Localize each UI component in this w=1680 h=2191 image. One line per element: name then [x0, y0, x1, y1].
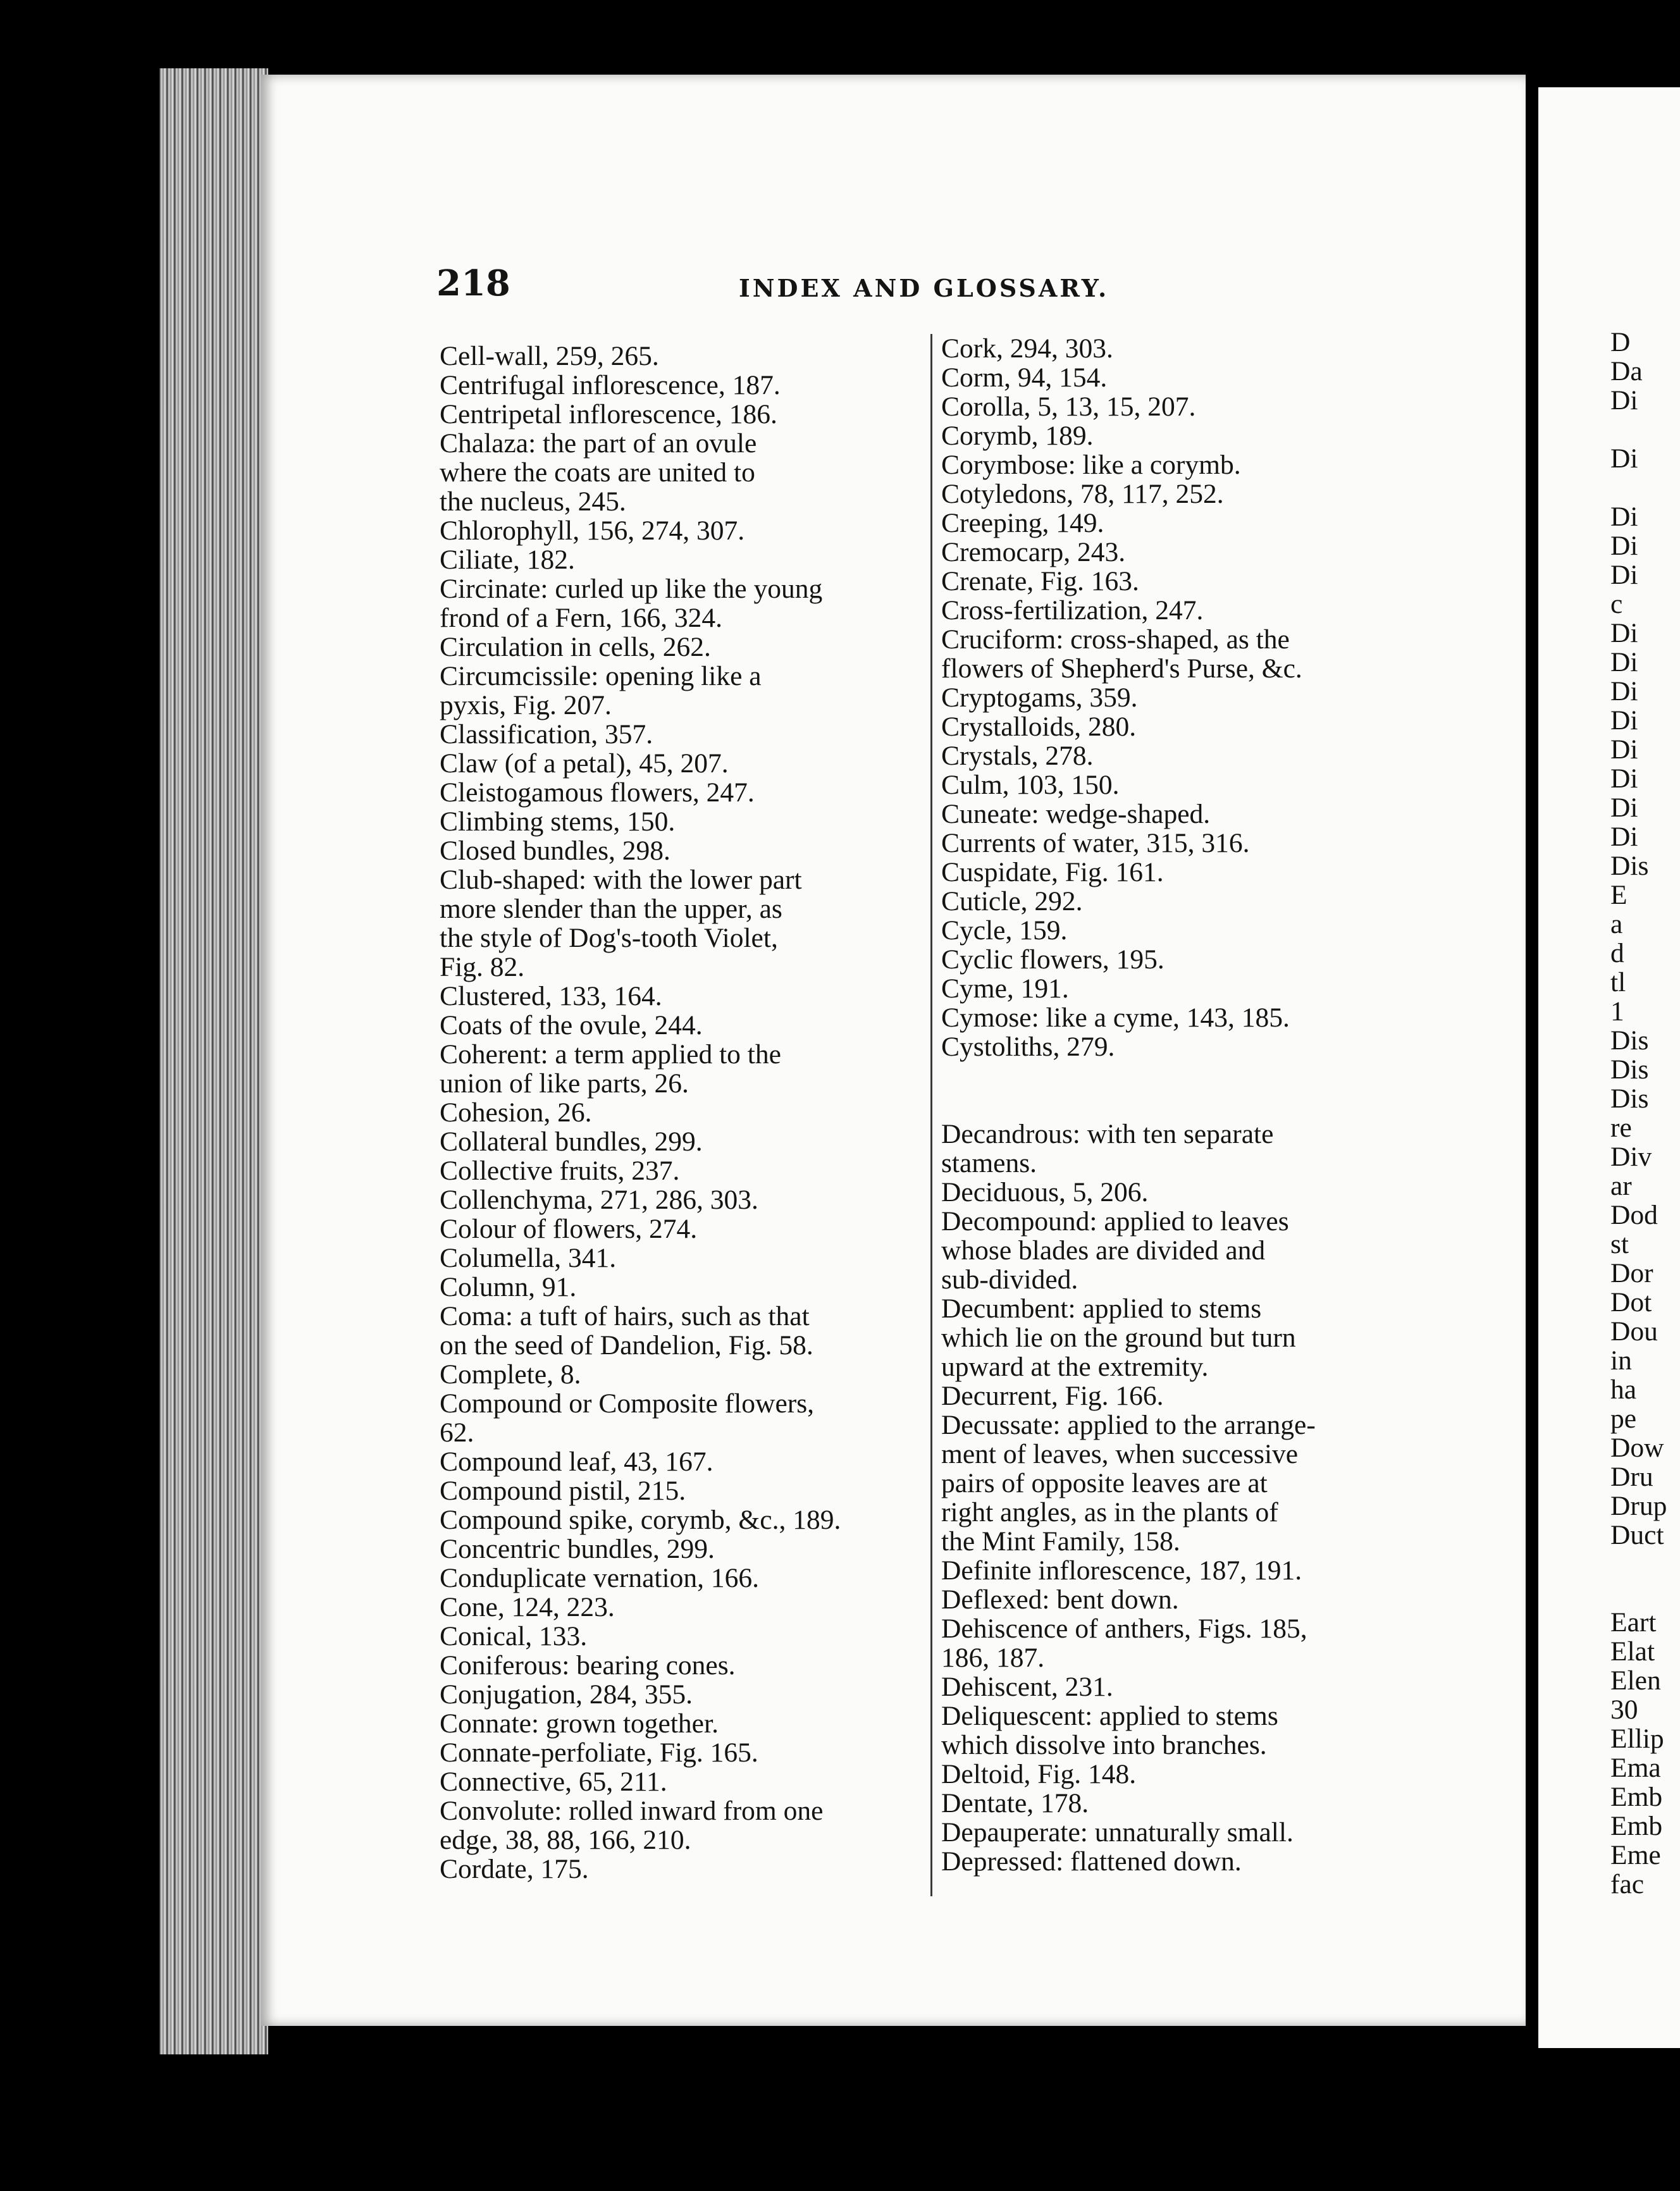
index-entry-term: Corolla, 5, 13, 15, 207. [941, 392, 1196, 422]
index-entry [941, 1032, 1430, 1061]
index-entry-term: Cell-wall, 259, 265. [440, 341, 659, 371]
index-entry [440, 1505, 928, 1534]
index-entry [941, 974, 1430, 1003]
index-entry [941, 625, 1430, 683]
index-entry-term: Cyme, 191. [941, 973, 1069, 1004]
facing-page-fragment: 1 [1610, 996, 1624, 1027]
index-entry-term: Cruciform: cross-shaped, as the [941, 624, 1290, 655]
facing-page-fragment: Di [1610, 676, 1638, 707]
index-entry [941, 334, 1430, 363]
index-entry [440, 662, 928, 720]
index-entry-continuation: more slender than the upper, as [440, 894, 782, 924]
index-entry [941, 799, 1430, 829]
index-entry [440, 865, 928, 982]
index-entry-term: Connate-perfoliate, Fig. 165. [440, 1737, 758, 1768]
facing-page-fragment: 30 [1610, 1694, 1638, 1725]
index-entry-term: Cuneate: wedge-shaped. [941, 799, 1211, 829]
index-entry-term: Clustered, 133, 164. [440, 981, 662, 1011]
index-entry [440, 1709, 928, 1738]
index-entry-continuation: union of like parts, 26. [440, 1068, 689, 1099]
index-entry-term: Collateral bundles, 299. [440, 1126, 703, 1157]
index-section-c [941, 334, 1430, 1061]
index-entry-term: Depressed: flattened down. [941, 1846, 1242, 1877]
index-entry-term: Cystoliths, 279. [941, 1032, 1115, 1062]
index-entry-term: Club-shaped: with the lower part [440, 865, 802, 895]
index-entry-term: Concentric bundles, 299. [440, 1534, 715, 1564]
index-entry [440, 1127, 928, 1156]
index-entry-continuation: frond of a Fern, 166, 324. [440, 603, 723, 633]
index-entry [440, 1593, 928, 1622]
index-entry-term: Circinate: curled up like the young [440, 574, 823, 604]
facing-page-fragment: Dou [1610, 1316, 1658, 1347]
facing-page-fragment: Elen [1610, 1665, 1661, 1696]
index-entry [941, 1003, 1430, 1032]
index-entry [440, 574, 928, 633]
index-entry-term: Dehiscence of anthers, Figs. 185, [941, 1614, 1307, 1644]
index-entry-term: Compound pistil, 215. [440, 1476, 686, 1506]
index-entry-continuation: pyxis, Fig. 207. [440, 690, 612, 720]
facing-page-fragment [1610, 1579, 1680, 1608]
index-entry-term: Columella, 341. [440, 1243, 617, 1273]
index-entry-continuation: on the seed of Dandelion, Fig. 58. [440, 1330, 813, 1361]
index-entry-continuation: where the coats are united to [440, 457, 755, 488]
index-entry-term: Circumcissile: opening like a [440, 661, 762, 691]
index-entry [440, 778, 928, 807]
index-entry [941, 887, 1430, 916]
index-entry [440, 749, 928, 778]
index-entry [941, 567, 1430, 596]
index-entry [440, 1651, 928, 1680]
index-entry-continuation: 186, 187. [941, 1643, 1045, 1673]
index-entry [941, 450, 1430, 479]
index-entry-term: Convolute: rolled inward from one [440, 1796, 824, 1826]
index-entry [440, 807, 928, 836]
index-entry [440, 1622, 928, 1651]
facing-page-fragment: Di [1610, 618, 1638, 648]
index-entry [941, 1818, 1430, 1847]
index-entry-term: Column, 91. [440, 1272, 577, 1302]
index-entry-term: Deciduous, 5, 206. [941, 1177, 1149, 1207]
index-entry-term: Conjugation, 284, 355. [440, 1679, 693, 1710]
index-entry-term: Chalaza: the part of an ovule [440, 428, 757, 459]
facing-page-fragment: Dow [1610, 1433, 1664, 1463]
index-entry-continuation: 62. [440, 1417, 474, 1448]
index-entry [440, 1564, 928, 1593]
index-entry-term: Claw (of a petal), 45, 207. [440, 748, 729, 779]
index-entry [440, 1767, 928, 1796]
index-entry-term: Cross-fertilization, 247. [941, 595, 1204, 626]
facing-page-fragment: Di [1610, 647, 1638, 677]
index-entry [440, 982, 928, 1011]
index-entry [440, 1214, 928, 1244]
index-entry-term: Cuticle, 292. [941, 886, 1083, 917]
index-entry [941, 1760, 1430, 1789]
facing-page-fragment [1610, 473, 1680, 502]
page-number: 218 [436, 262, 510, 304]
index-entry-term: Dehiscent, 231. [941, 1672, 1113, 1702]
facing-page-fragment: Di [1610, 793, 1638, 823]
index-entry-term: Decompound: applied to leaves [941, 1206, 1289, 1237]
facing-page-fragment: Di [1610, 385, 1638, 416]
index-entry [440, 1040, 928, 1098]
facing-page-fragment: Emb [1610, 1782, 1663, 1812]
index-entry [941, 741, 1430, 770]
index-entry [440, 400, 928, 429]
facing-page-fragment: Di [1610, 443, 1638, 474]
index-entry-term: Corymbose: like a corymb. [941, 450, 1241, 480]
facing-page-fragment: Di [1610, 531, 1638, 561]
index-entry-term: Cuspidate, Fig. 161. [941, 857, 1164, 887]
index-entry [941, 1381, 1430, 1410]
index-entry-term: Classification, 357. [440, 719, 653, 750]
index-entry [440, 720, 928, 749]
index-entry [440, 1273, 928, 1302]
index-entry-term: Compound leaf, 43, 167. [440, 1447, 713, 1477]
index-entry [440, 516, 928, 545]
index-entry-term: Connective, 65, 211. [440, 1767, 667, 1797]
index-entry-continuation: which lie on the ground but turn [941, 1323, 1296, 1353]
index-entry [440, 1680, 928, 1709]
page-header [436, 262, 1195, 307]
index-entry [941, 1701, 1430, 1760]
index-entry [941, 509, 1430, 538]
index-entry-term: Cymose: like a cyme, 143, 185. [941, 1003, 1290, 1033]
index-entry-continuation: the Mint Family, 158. [941, 1526, 1180, 1557]
index-entry [440, 1244, 928, 1273]
index-entry-term: Coherent: a term applied to the [440, 1039, 781, 1070]
index-column-right [941, 334, 1430, 1876]
index-entry-term: Dentate, 178. [941, 1788, 1089, 1818]
index-entry-continuation: upward at the extremity. [941, 1352, 1209, 1382]
facing-page-fragment: Di [1610, 822, 1638, 852]
facing-page-fragment: c [1610, 589, 1623, 619]
index-entry [440, 1476, 928, 1505]
index-entry-term: Depauperate: unnaturally small. [941, 1817, 1294, 1848]
index-entry-term: Coniferous: bearing cones. [440, 1650, 736, 1681]
index-entry-term: Circulation in cells, 262. [440, 632, 711, 662]
index-entry-term: Centrifugal inflorescence, 187. [440, 370, 781, 400]
facing-page-fragment: Drup [1610, 1491, 1667, 1521]
index-entry [941, 1585, 1430, 1614]
index-entry [941, 1847, 1430, 1876]
facing-page-fragment: re [1610, 1113, 1632, 1143]
facing-page-fragment: Div [1610, 1142, 1652, 1172]
index-entry-term: Complete, 8. [440, 1359, 581, 1390]
index-entry-continuation: which dissolve into branches. [941, 1730, 1267, 1760]
facing-page-fragment: Dis [1610, 1083, 1649, 1114]
index-entry-term: Cordate, 175. [440, 1854, 589, 1884]
index-entry [440, 1534, 928, 1564]
facing-page-fragment: tl [1610, 967, 1626, 997]
facing-page-fragment [1610, 1550, 1680, 1579]
index-entry [941, 1207, 1430, 1294]
facing-page-fragment: Emb [1610, 1811, 1663, 1841]
index-entry-term: Collenchyma, 271, 286, 303. [440, 1185, 758, 1215]
index-entry [440, 1098, 928, 1127]
index-entry-term: Corymb, 189. [941, 421, 1094, 451]
index-entry-term: Definite inflorescence, 187, 191. [941, 1555, 1302, 1586]
index-entry-term: Climbing stems, 150. [440, 806, 676, 837]
index-entry-continuation: ment of leaves, when successive [941, 1439, 1299, 1469]
facing-page-fragment: pe [1610, 1404, 1637, 1434]
index-entry-term: Cork, 294, 303. [941, 333, 1113, 364]
facing-page-fragment: Dis [1610, 1025, 1649, 1056]
index-section-d [941, 1120, 1430, 1876]
index-entry [440, 1447, 928, 1476]
index-entry-term: Decumbent: applied to stems [941, 1293, 1262, 1324]
index-entry-term: Crystalloids, 280. [941, 712, 1137, 742]
facing-page-fragment: Da [1610, 356, 1643, 386]
index-entry [941, 712, 1430, 741]
index-entry [941, 363, 1430, 392]
column-divider [930, 334, 932, 1896]
index-entry-term: Corm, 94, 154. [941, 362, 1108, 393]
facing-page-fragment: Di [1610, 705, 1638, 736]
index-entry [941, 770, 1430, 799]
index-entry [941, 1556, 1430, 1585]
facing-page-fragment: ar [1610, 1171, 1632, 1201]
facing-page-fragments [1610, 328, 1680, 1899]
index-column-left [440, 342, 928, 1884]
index-entry-continuation: Fig. 82. [440, 952, 525, 982]
index-entry [941, 1120, 1430, 1178]
index-entry [440, 1796, 928, 1855]
index-entry-term: Collective fruits, 237. [440, 1156, 680, 1186]
index-entry [941, 829, 1430, 858]
facing-page-fragment: Di [1610, 763, 1638, 794]
index-entry-term: Deflexed: bent down. [941, 1584, 1179, 1615]
page-edges [159, 68, 268, 2054]
facing-page-fragment: Di [1610, 734, 1638, 765]
index-entry [941, 1672, 1430, 1701]
index-entry [440, 371, 928, 400]
index-entry-continuation: pairs of opposite leaves are at [941, 1468, 1268, 1498]
index-entry-term: Creeping, 149. [941, 508, 1104, 538]
facing-page-fragment: d [1610, 938, 1624, 968]
facing-page-fragment: ha [1610, 1374, 1637, 1405]
index-entry [941, 596, 1430, 625]
index-entry [440, 1389, 928, 1447]
index-entry-term: Compound or Composite flowers, [440, 1388, 815, 1419]
index-entry-continuation: the style of Dog's-tooth Violet, [440, 923, 778, 953]
index-entry-continuation: whose blades are divided and [941, 1235, 1266, 1266]
facing-page-fragment: D [1610, 328, 1631, 357]
index-entry-term: Coma: a tuft of hairs, such as that [440, 1301, 810, 1331]
index-entry [941, 538, 1430, 567]
index-entry [941, 1614, 1430, 1672]
index-entry [440, 633, 928, 662]
index-entry-term: Conduplicate vernation, 166. [440, 1563, 759, 1593]
index-entry-term: Cotyledons, 78, 117, 252. [941, 479, 1224, 509]
facing-page-fragment: Dod [1610, 1200, 1658, 1230]
facing-page-fragment: Di [1610, 560, 1638, 590]
index-entry-continuation: sub-divided. [941, 1264, 1078, 1295]
index-entry-continuation: right angles, as in the plants of [941, 1497, 1278, 1528]
index-entry [440, 1011, 928, 1040]
facing-page-fragment: Di [1610, 502, 1638, 532]
index-entry-term: Connate: grown together. [440, 1708, 719, 1739]
index-entry-continuation: stamens. [941, 1148, 1037, 1178]
index-entry-term: Cohesion, 26. [440, 1097, 592, 1128]
index-entry [941, 916, 1430, 945]
index-entry [941, 945, 1430, 974]
index-entry [941, 421, 1430, 450]
index-entry [941, 1178, 1430, 1207]
index-entry-term: Cone, 124, 223. [440, 1592, 615, 1622]
index-entry-term: Chlorophyll, 156, 274, 307. [440, 515, 745, 546]
index-entry-continuation: flowers of Shepherd's Purse, &c. [941, 653, 1302, 684]
index-entry-term: Crystals, 278. [941, 741, 1094, 771]
index-entry-term: Deliquescent: applied to stems [941, 1701, 1278, 1731]
section-gap [941, 1061, 1430, 1120]
index-entry-term: Conical, 133. [440, 1621, 588, 1651]
index-entry-continuation: the nucleus, 245. [440, 486, 626, 517]
index-entry [440, 545, 928, 574]
index-entry-term: Cryptogams, 359. [941, 682, 1138, 713]
index-entry [440, 1738, 928, 1767]
facing-page-fragment: Dor [1610, 1258, 1653, 1288]
index-entry [440, 429, 928, 516]
index-entry-term: Centripetal inflorescence, 186. [440, 399, 777, 429]
facing-page-fragment: Ema [1610, 1753, 1661, 1783]
index-entry [440, 1156, 928, 1185]
facing-page-fragment: E [1610, 880, 1628, 910]
facing-page-fragment: Elat [1610, 1636, 1655, 1667]
facing-page-fragment [1610, 415, 1680, 444]
index-entry [941, 683, 1430, 712]
index-entry [440, 836, 928, 865]
running-title: INDEX AND GLOSSARY. [739, 274, 1109, 302]
index-entry [440, 342, 928, 371]
index-entry [941, 479, 1430, 509]
index-entry [941, 392, 1430, 421]
facing-page-fragment: Dot [1610, 1287, 1652, 1318]
index-entry-term: Decussate: applied to the arrange- [941, 1410, 1316, 1440]
index-entry [941, 858, 1430, 887]
facing-page-fragment: Duct [1610, 1520, 1664, 1550]
index-entry-term: Colour of flowers, 274. [440, 1214, 698, 1244]
index-entry-term: Ciliate, 182. [440, 545, 575, 575]
index-entry-term: Coats of the ovule, 244. [440, 1010, 703, 1040]
index-entry [440, 1185, 928, 1214]
facing-page-fragment: Eme [1610, 1840, 1661, 1870]
index-entry [941, 1789, 1430, 1818]
index-entry [440, 1302, 928, 1360]
index-entry-term: Cremocarp, 243. [941, 537, 1126, 567]
facing-page-fragment: Dis [1610, 1054, 1649, 1085]
facing-page-fragment: a [1610, 909, 1623, 939]
facing-page-fragment: fac [1610, 1869, 1645, 1899]
index-entry-term: Currents of water, 315, 316. [941, 828, 1250, 858]
index-entry-term: Cleistogamous flowers, 247. [440, 777, 755, 808]
index-entry-term: Culm, 103, 150. [941, 770, 1120, 800]
index-entry-term: Crenate, Fig. 163. [941, 566, 1139, 596]
facing-page-fragment: Eart [1610, 1607, 1657, 1638]
facing-page-fragment: Dis [1610, 851, 1649, 881]
index-entry [941, 1294, 1430, 1381]
index-entry [941, 1410, 1430, 1556]
facing-page-fragment: Dru [1610, 1462, 1653, 1492]
index-entry-term: Cycle, 159. [941, 915, 1068, 946]
index-entry-term: Compound spike, corymb, &c., 189. [440, 1505, 841, 1535]
index-entry-term: Decandrous: with ten separate [941, 1119, 1274, 1149]
index-entry-continuation: edge, 38, 88, 166, 210. [440, 1825, 691, 1855]
facing-page-fragment: Ellip [1610, 1724, 1664, 1754]
index-entry-term: Deltoid, Fig. 148. [941, 1759, 1137, 1789]
index-entry [440, 1855, 928, 1884]
index-entry-term: Cyclic flowers, 195. [941, 944, 1164, 975]
index-entry-term: Decurrent, Fig. 166. [941, 1381, 1164, 1411]
facing-page-fragment: in [1610, 1345, 1632, 1376]
facing-page-fragment: st [1610, 1229, 1629, 1259]
index-entry [440, 1360, 928, 1389]
index-entry-term: Closed bundles, 298. [440, 836, 670, 866]
